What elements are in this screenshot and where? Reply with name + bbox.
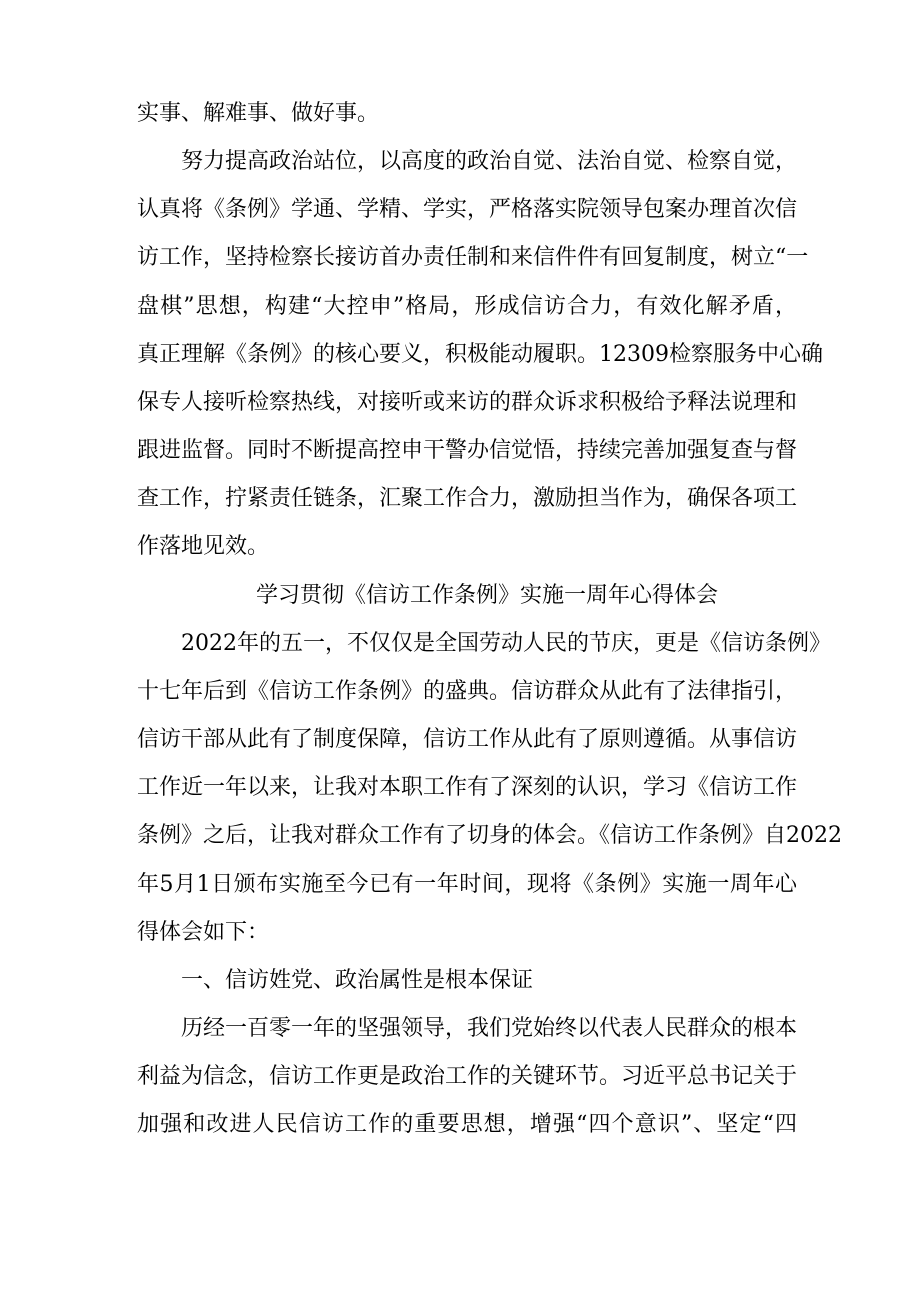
text-line: 十七年后到《信访工作条例》的盛典。信访群众从此有了法律指引， bbox=[137, 679, 798, 704]
subheading: 一、信访姓党、政治属性是根本保证 bbox=[181, 968, 534, 993]
text-line: 认真将《条例》学通、学精、学实，严格落实院领导包案办理首次信 bbox=[137, 197, 798, 222]
text-line: 跟进监督。同时不断提高控申干警办信觉悟，持续完善加强复查与督 bbox=[137, 438, 798, 463]
text-line: 条例》之后，让我对群众工作有了切身的体会。《信访工作条例》自2022 bbox=[137, 823, 842, 848]
text-line: 访工作，坚持检察长接访首办责任制和来信件件有回复制度，树立“一 bbox=[137, 245, 809, 270]
text-line: 加强和改进人民信访工作的重要思想，增强“四个意识”、坚定“四 bbox=[137, 1112, 797, 1137]
text-line: 实事、解难事、做好事。 bbox=[137, 101, 380, 126]
text-line: 盘棋”思想，构建“大控申”格局，形成信访合力，有效化解矛盾， bbox=[137, 294, 797, 319]
text-line: 工作近一年以来，让我对本职工作有了深刻的认识，学习《信访工作 bbox=[137, 775, 798, 800]
text-line: 真正理解《条例》的核心要义，积极能动履职。12309检察服务中心确 bbox=[137, 342, 823, 367]
text-line: 2022年的五一，不仅仅是全国劳动人民的节庆，更是《信访条例》 bbox=[181, 631, 831, 656]
text-line: 利益为信念，信访工作更是政治工作的关键环节。习近平总书记关于 bbox=[137, 1064, 798, 1089]
text-line: 努力提高政治站位，以高度的政治自觉、法治自觉、检察自觉， bbox=[181, 149, 798, 174]
text-line: 查工作，拧紧责任链条，汇聚工作合力，激励担当作为，确保各项工 bbox=[137, 486, 798, 511]
text-line: 保专人接听检察热线，对接听或来访的群众诉求积极给予释法说理和 bbox=[137, 390, 798, 415]
text-line: 信访干部从此有了制度保障，信访工作从此有了原则遵循。从事信访 bbox=[137, 727, 798, 752]
text-line: 作落地见效。 bbox=[137, 534, 270, 559]
text-line: 得体会如下： bbox=[137, 920, 270, 945]
text-line: 年5月1日颁布实施至今已有一年时间，现将《条例》实施一周年心 bbox=[137, 872, 797, 897]
text-line: 历经一百零一年的坚强领导，我们党始终以代表人民群众的根本 bbox=[181, 1016, 798, 1041]
section-title: 学习贯彻《信访工作条例》实施一周年心得体会 bbox=[255, 583, 718, 608]
